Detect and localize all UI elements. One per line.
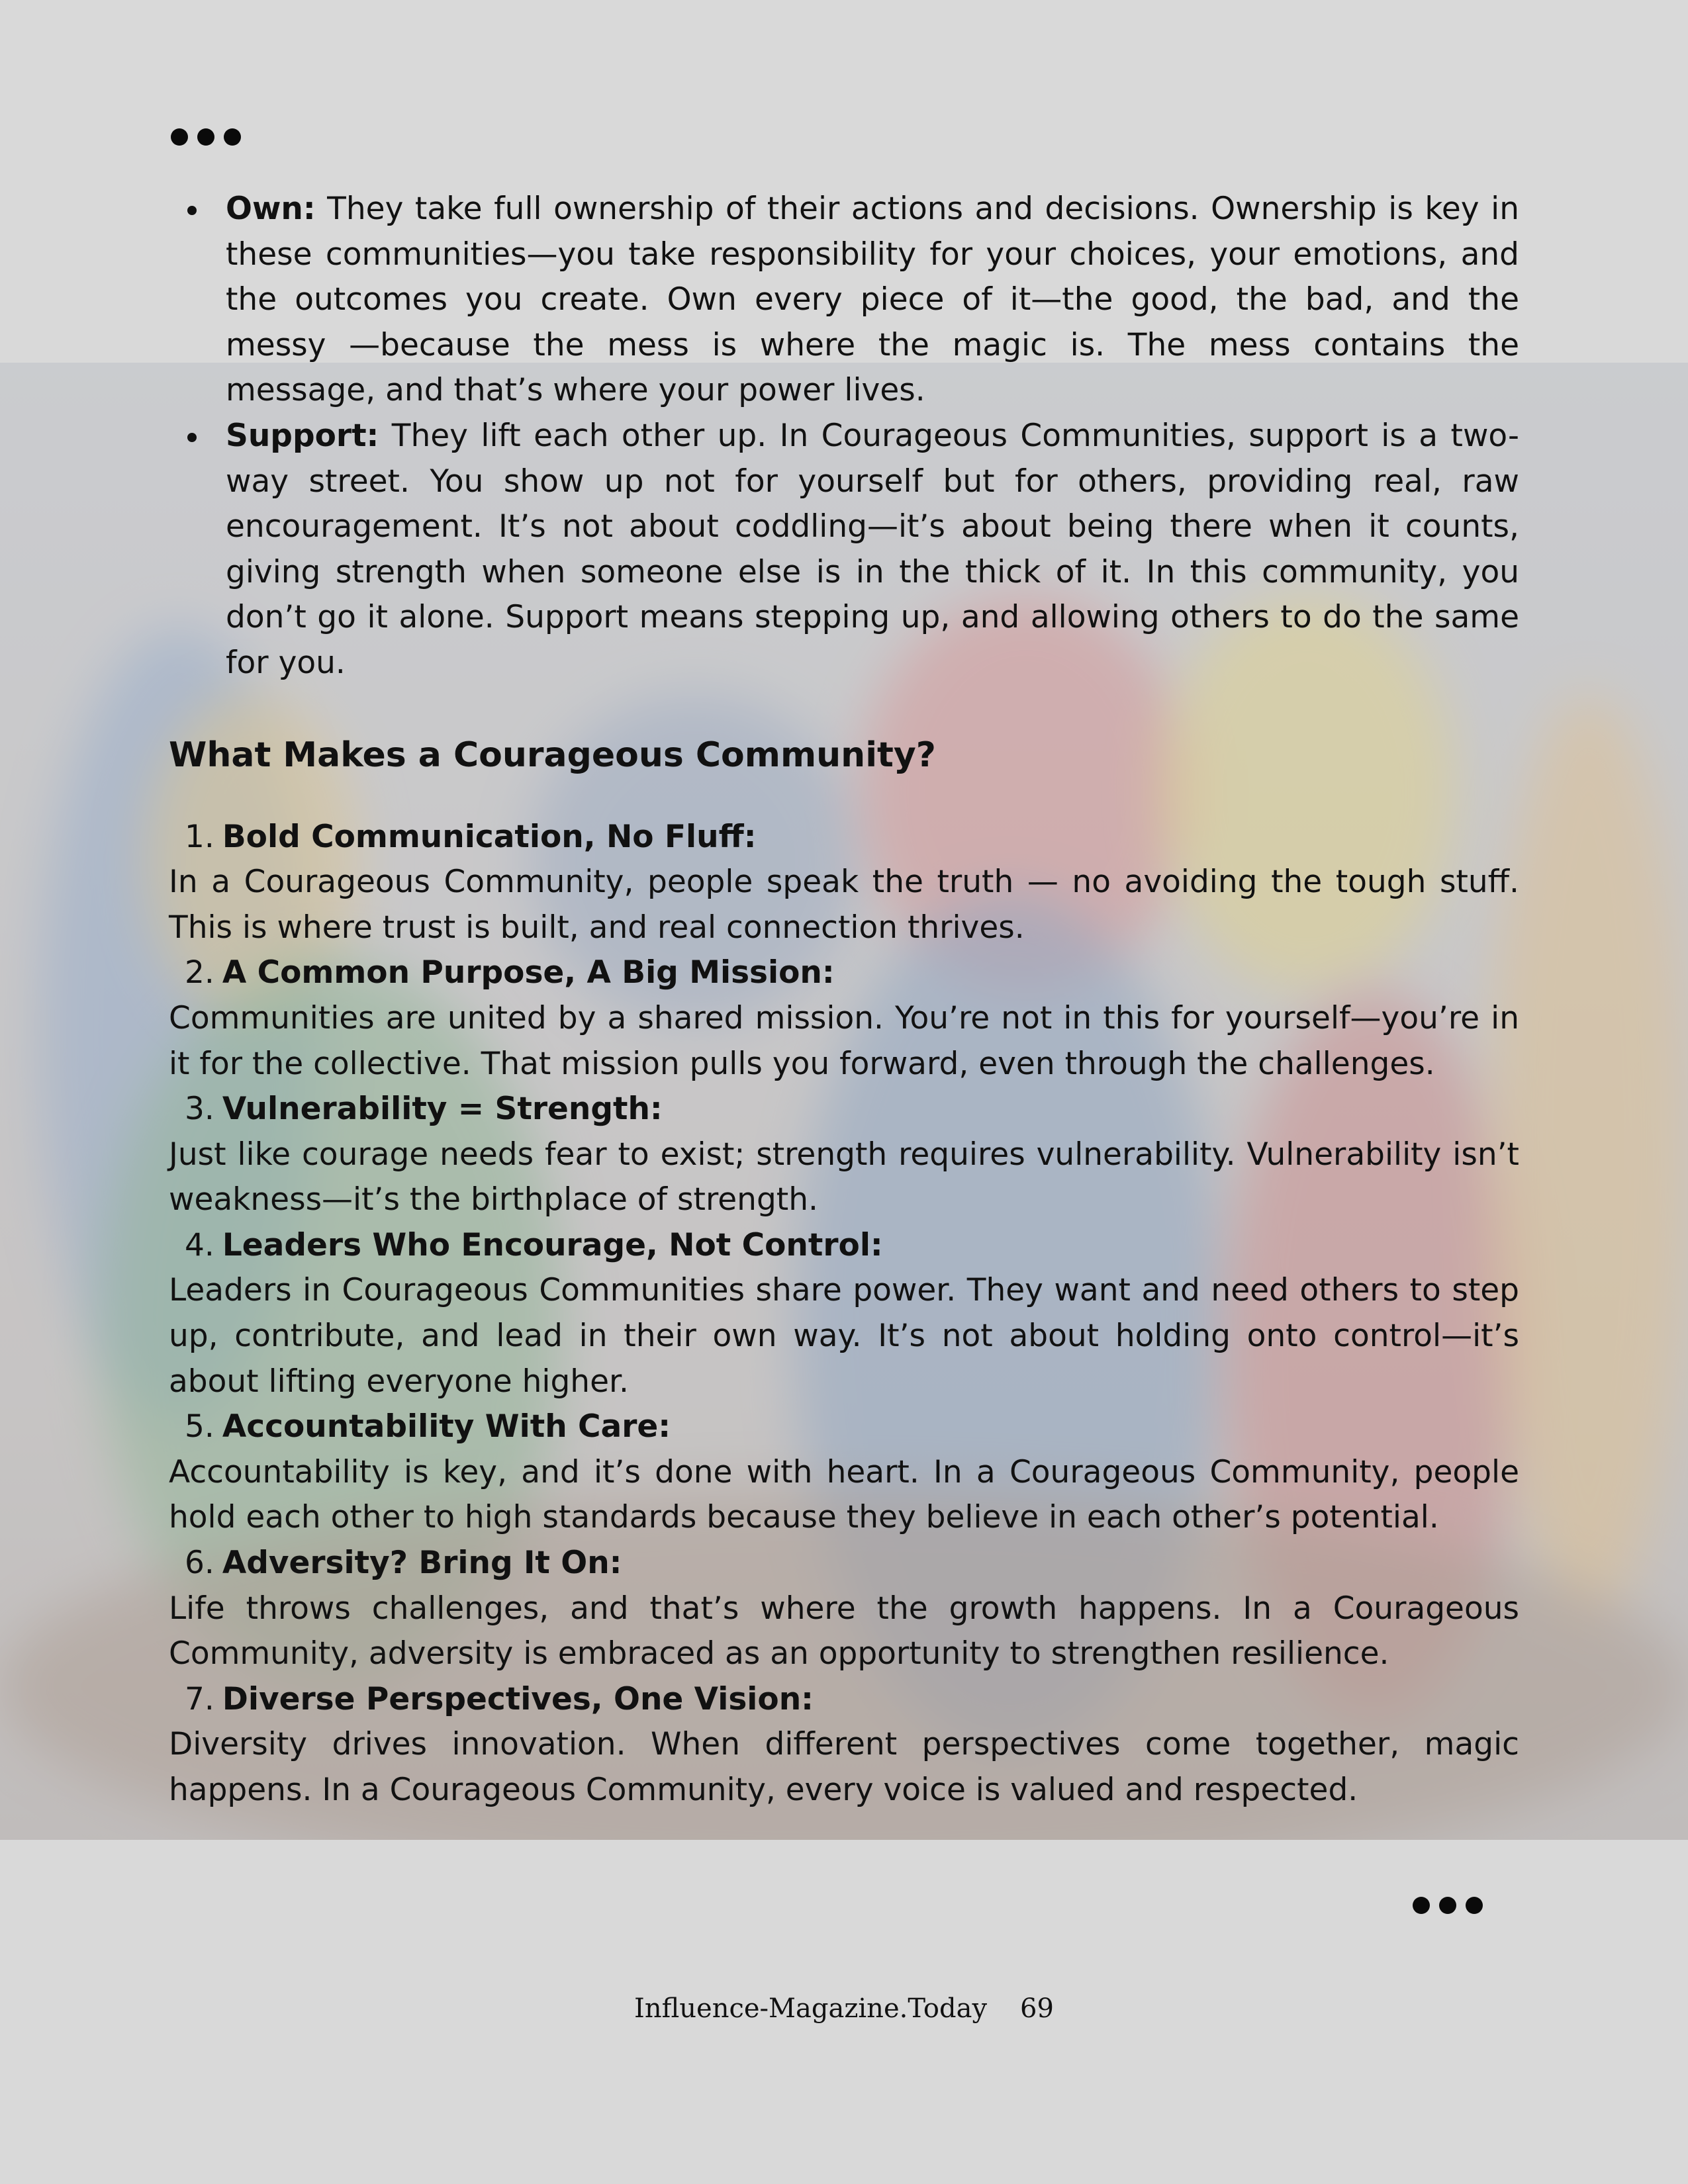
list-item-body: Just like courage needs fear to exist; strength requires vulnerability. Vulnerability isn’t weakness—it’s the birthplace of strength. xyxy=(169,1136,1519,1218)
list-item-body: In a Courageous Community, people speak the truth — no avoiding the tough stuff. This is where trust is built, and real connection thrives. xyxy=(169,864,1519,946)
bullet-text: They lift each other up. In Courageous Communities, support is a two-way street. You show up not for yourself but for others, providing real, raw encouragement. It’s not about coddling—it’s about being there when it counts, giving strength when someone else is in the thick of it. In this community, you don’t go it alone. Support means stepping up, and allowing others to do the same for you. xyxy=(226,417,1519,681)
bullet-term: Own: xyxy=(226,191,316,227)
list-item-body: Leaders in Courageous Communities share power. They want and need others to step up, contribute, and lead in their own way. It’s not about holding onto control—it’s about lifting everyone higher. xyxy=(169,1272,1519,1400)
bullet-term: Support: xyxy=(226,417,379,454)
bullet-icon xyxy=(187,433,197,442)
section-heading: What Makes a Courageous Community? xyxy=(169,735,936,775)
item-number: 3. xyxy=(185,1091,214,1128)
list-item-title xyxy=(169,815,1519,860)
decorative-dots-bottom xyxy=(1413,1897,1483,1914)
list-item-body: Communities are united by a shared mission. You’re not in this for yourself—you’re in it for the collective. That mission pulls you forward, even through the challenges. xyxy=(169,999,1519,1082)
list-item-title xyxy=(169,1677,1519,1723)
item-title-text: Vulnerability = Strength: xyxy=(222,1091,663,1128)
bullet-item-own xyxy=(169,187,1519,414)
list-item-title xyxy=(169,950,1519,996)
dot-icon xyxy=(224,128,241,146)
item-title-text: A Common Purpose, A Big Mission: xyxy=(222,954,835,991)
item-title-text: Leaders Who Encourage, Not Control: xyxy=(222,1226,883,1263)
list-item-body: Diversity drives innovation. When different perspectives come together, magic happens. In a Courageous Community, every voice is valued and respected. xyxy=(169,1726,1519,1808)
bullet-icon xyxy=(187,206,197,215)
item-title-text: Bold Communication, No Fluff: xyxy=(222,818,757,855)
numbered-list xyxy=(169,815,1519,1813)
dot-icon xyxy=(1413,1897,1430,1914)
list-item-title xyxy=(169,1404,1519,1450)
bullet-text: They take full ownership of their actions and decisions. Ownership is key in these communities—you take responsibility for your choices, your emotions, and the outcomes you create. Own every piece of it—the good, the bad, and the messy —because the mess is where the magic is. The mess contains the message, and that’s where your power lives. xyxy=(226,191,1519,409)
item-number: 5. xyxy=(185,1408,214,1445)
item-number: 4. xyxy=(185,1226,214,1263)
item-number: 1. xyxy=(185,818,214,855)
item-title-text: Accountability With Care: xyxy=(222,1408,671,1445)
page-number: 69 xyxy=(1020,1993,1054,2024)
page-footer xyxy=(0,1993,1688,2024)
list-item-title xyxy=(169,1541,1519,1586)
article-content xyxy=(169,187,1519,1813)
dot-icon xyxy=(171,128,188,146)
item-title-text: Diverse Perspectives, One Vision: xyxy=(222,1680,814,1717)
footer-site: Influence-Magazine.Today xyxy=(634,1993,988,2024)
item-number: 6. xyxy=(185,1545,214,1582)
dot-icon xyxy=(197,128,214,146)
list-item-title xyxy=(169,1087,1519,1132)
list-item-body: Life throws challenges, and that’s where the growth happens. In a Courageous Community, adversity is embraced as an opportunity to strengthen resilience. xyxy=(169,1590,1519,1672)
bullet-list xyxy=(169,187,1519,686)
item-number: 7. xyxy=(185,1680,214,1717)
decorative-dots-top xyxy=(171,128,241,146)
list-item-title xyxy=(169,1223,1519,1269)
dot-icon xyxy=(1466,1897,1483,1914)
list-item-body: Accountability is key, and it’s done with heart. In a Courageous Community, people hold each other to high standards because they believe in each other’s potential. xyxy=(169,1453,1519,1536)
item-title-text: Adversity? Bring It On: xyxy=(222,1545,622,1582)
item-number: 2. xyxy=(185,954,214,991)
bullet-item-support xyxy=(169,414,1519,686)
dot-icon xyxy=(1439,1897,1456,1914)
